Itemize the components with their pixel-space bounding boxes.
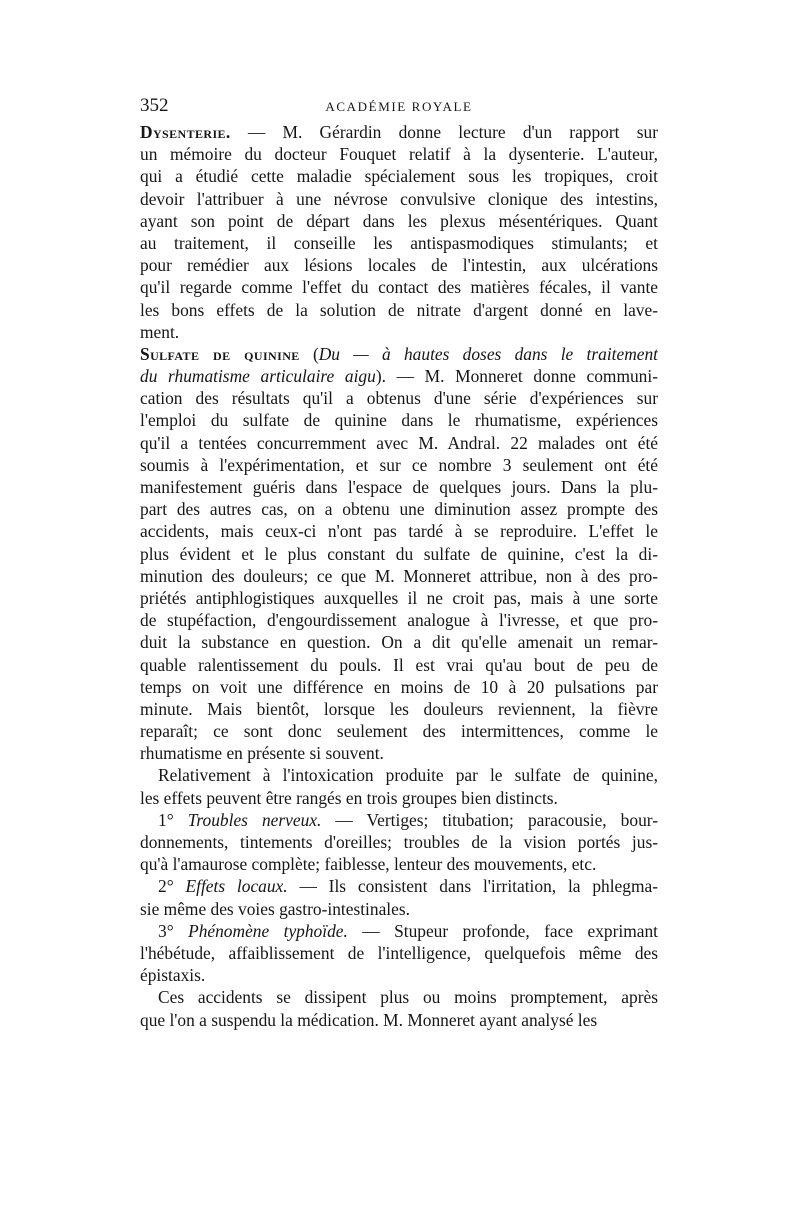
text-line: qu'à l'amaurose complète; faiblesse, lenteur des mouvements, etc. [140,854,597,875]
text-line: l'hébétude, affaiblissement de l'intelligence, quelquefois même des [140,942,658,963]
text-line: duit la substance en question. On a dit qu'elle amenait un remar- [140,632,658,653]
text-line: donnements, tintements d'oreilles; troubles de la vision portés jus- [140,832,658,852]
text-line: Ces accidents se dissipent plus ou moins promptement, après [158,987,658,1008]
text-line: cation des résultats qu'il a obtenus d'une série d'expériences sur [140,388,658,409]
paragraph [140,764,658,808]
text-line: ayant son point de départ dans les plexus mésentériques. Quant [140,210,658,231]
text-line: minution des douleurs; ce que M. Monneret attribue, non à des pro- [140,565,658,586]
page-number: 352 [140,95,169,116]
text-line: l'emploi du sulfate de quinine dans le rhumatisme, expériences [140,410,658,431]
text-line: temps on voit une différence en moins de 10 à 20 pulsations par [140,676,658,697]
text-line: Relativement à l'intoxication produite par le sulfate de quinine, [158,765,658,786]
text-line: quable ralentissement du pouls. Il est vrai qu'au bout de peu de [140,654,658,675]
paragraph [140,986,658,1030]
text-line: qu'il a tentées concurremment avec M. Andral. 22 malades ont été [140,432,658,453]
text-line: accidents, mais ceux-ci n'ont pas tardé à se reproduire. L'effet le [140,521,658,542]
text-line: part des autres cas, on a obtenu une diminution assez prompte des [140,499,658,520]
text-line: minute. Mais bientôt, lorsque les douleurs reviennent, la fièvre [140,698,658,719]
text-line: rhumatisme en présente si souvent. [140,743,384,764]
text-line: les effets peuvent être rangés en trois groupes bien distincts. [140,787,558,808]
text-line: priétés antiphlogistiques auxquelles il ne croit pas, mais à une sorte [140,587,658,608]
text-line: les bons effets de la solution de nitrate d'argent donné en lave- [140,299,658,320]
text-line: Dysenterie. — M. Gérardin donne lecture d'un rapport sur [140,122,658,142]
text-line: épistaxis. [140,965,206,986]
running-head: ACADÉMIE ROYALE [325,99,473,114]
text-line: de stupéfaction, d'engourdissement analogue à l'ivresse, et que pro- [140,610,658,631]
page-header [140,95,658,117]
paragraph [140,121,658,343]
text-line: du rhumatisme articulaire aigu). — M. Monneret donne communi- [140,366,658,387]
text-line: devoir l'attribuer à une névrose convulsive clonique des intestins, [140,188,658,209]
text-line: sie même des voies gastro-intestinales. [140,898,410,919]
text-line: manifestement guéris dans l'espace de quelques jours. Dans la plu- [140,477,658,497]
text-line: 1° Troubles nerveux. — Vertiges; titubation; paracousie, bour- [158,809,658,830]
body-text [140,121,658,1031]
text-line: ment. [140,321,180,342]
paragraph [140,343,658,765]
text-line: qui a étudié cette maladie spécialement sous les tropiques, croit [140,166,658,187]
text-line: un mémoire du docteur Fouquet relatif à la dysenterie. L'auteur, [140,144,658,165]
text-line: 3° Phénomène typhoïde. — Stupeur profonde, face exprimant [158,920,658,941]
paragraph [140,809,658,876]
text-line: au traitement, il conseille les antispasmodiques stimulants; et [140,232,658,253]
text-line: pour remédier aux lésions locales de l'intestin, aux ulcérations [140,255,658,276]
paragraph [140,920,658,987]
text-line: Sulfate de quinine (Du — à hautes doses dans le traitement [140,343,658,364]
text-line: qu'il regarde comme l'effet du contact des matières fécales, il vante [140,277,658,298]
text-line: 2° Effets locaux. — Ils consistent dans l'irritation, la phlegma- [158,876,658,897]
text-line: que l'on a suspendu la médication. M. Monneret ayant analysé les [140,1009,598,1030]
text-line: reparaît; ce sont donc seulement des intermittences, comme le [140,721,658,742]
text-line: soumis à l'expérimentation, et sur ce nombre 3 seulement ont été [140,454,658,475]
book-page [140,95,658,1031]
text-line: plus évident et le plus constant du sulfate de quinine, c'est la di- [140,543,658,564]
paragraph [140,875,658,919]
